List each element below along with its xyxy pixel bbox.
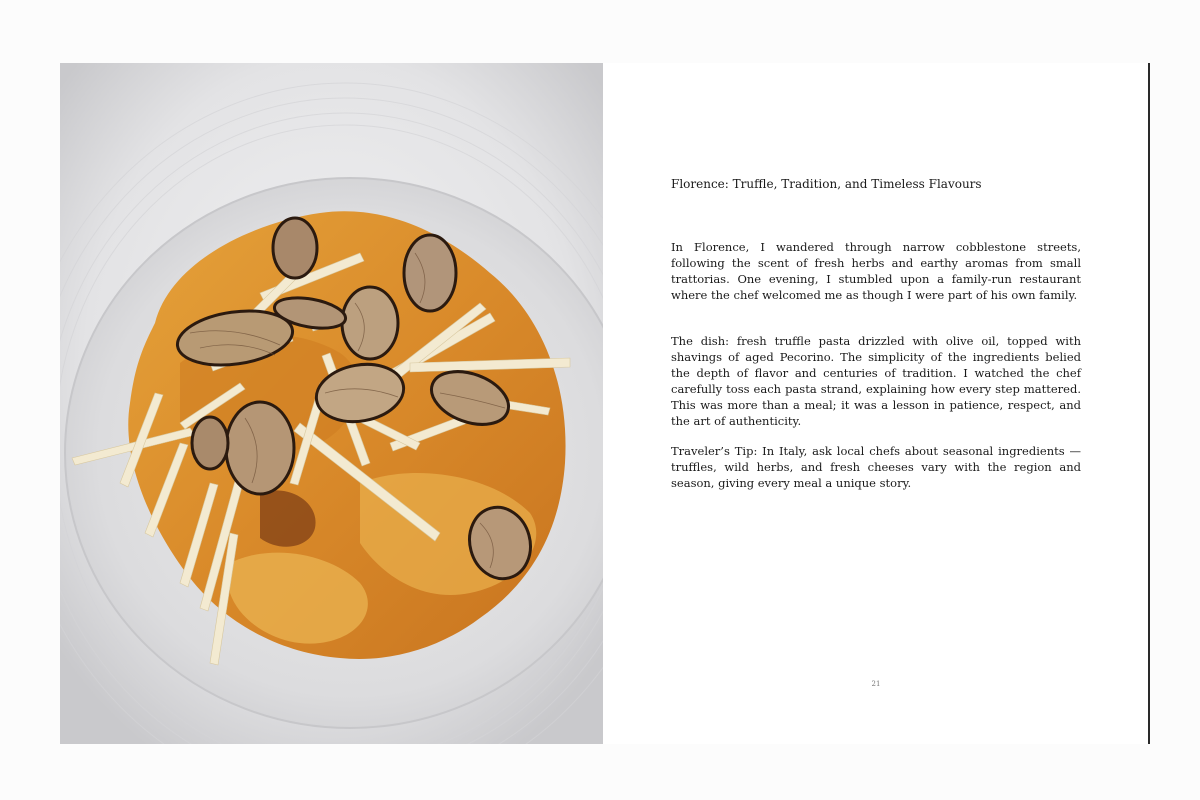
paragraph-intro: In Florence, I wandered through narrow cobblestone streets, following the scent of fresh herbs and earthy aromas from small trattorias. One evening, I stumbled upon a family-run restaurant where the chef welcomed me as though I were part of his own family. xyxy=(671,240,1081,302)
page-number: 21 xyxy=(871,680,881,688)
text-page xyxy=(603,63,1149,744)
truffle-pasta-illustration xyxy=(60,63,603,744)
page-spine-divider xyxy=(1148,63,1150,744)
pasta-photo xyxy=(60,63,603,744)
paragraph-dish: The dish: fresh truffle pasta drizzled with olive oil, topped with shavings of aged Pecorino. The simplicity of the ingredients belied the depth of flavor and centuries of tradition. I watched the chef carefully toss each pasta strand, explaining how every step mattered. This was more than a meal; it was a lesson in patience, respect, and the art of authenticity. xyxy=(671,334,1081,428)
paragraph-travel-tip: Traveler’s Tip: In Italy, ask local chefs about seasonal ingredients — truffles, wild herbs, and fresh cheeses vary with the region and season, giving every meal a unique story. xyxy=(671,444,1081,490)
chapter-title: Florence: Truffle, Tradition, and Timeless Flavours xyxy=(671,177,982,191)
